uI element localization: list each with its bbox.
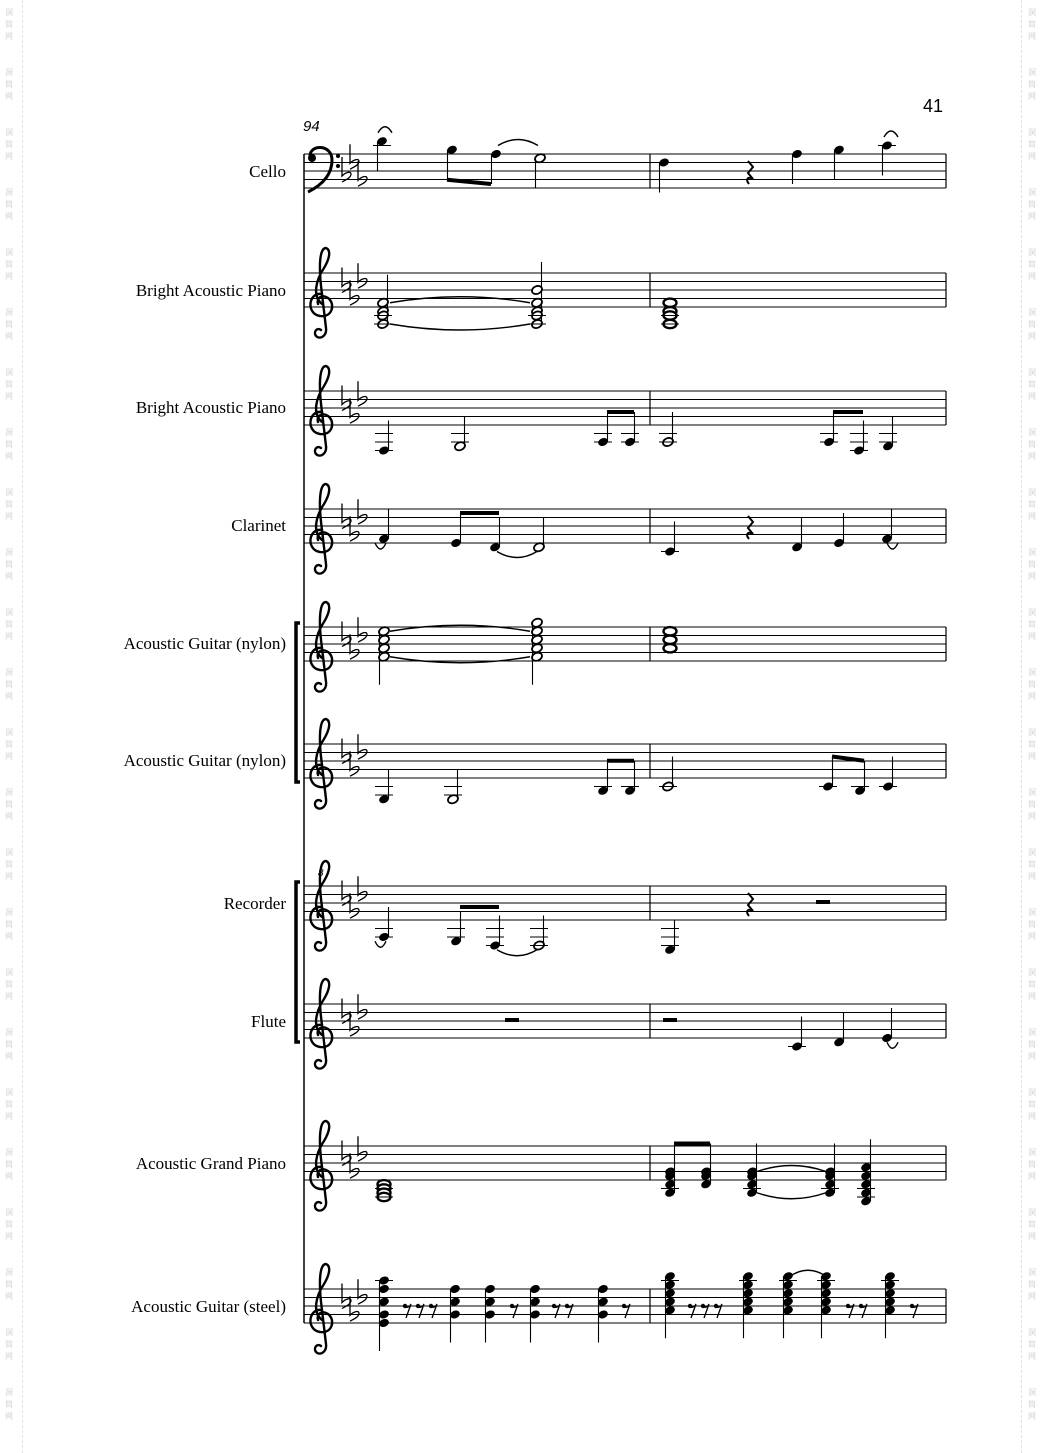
watermark-glyph: 简 [1028,380,1036,389]
watermark-glyph: 洞 [5,1268,13,1277]
watermark-glyph: 洞 [1028,1328,1036,1337]
tie [390,657,530,663]
instrument-label-nylon-guitar-2: Acoustic Guitar (nylon) [123,751,286,770]
watermark-glyph: 网 [5,32,13,41]
instrument-label-bright-piano-1: Bright Acoustic Piano [135,281,286,300]
watermark-glyph: 洞 [5,1328,13,1337]
tie [378,127,392,133]
instrument-label-nylon-guitar-1: Acoustic Guitar (nylon) [123,634,286,653]
watermark-glyph: 网 [5,212,13,221]
instrument-label-cello: Cello [249,162,286,181]
watermark-glyph: 网 [1028,1352,1036,1361]
watermark-glyph: 简 [1028,80,1036,89]
watermark-glyph: 简 [5,800,13,809]
tie [498,140,538,146]
watermark-glyph: 网 [5,1352,13,1361]
watermark-glyph: 简 [1028,680,1036,689]
watermark-glyph: 简 [5,440,13,449]
flat-icon [358,161,367,186]
watermark-glyph: 洞 [5,548,13,557]
watermark-glyph: 洞 [1028,668,1036,677]
watermark-glyph: 洞 [1028,548,1036,557]
watermark-glyph: 洞 [1028,788,1036,797]
watermark-glyph: 洞 [1028,308,1036,317]
tie [390,297,530,303]
watermark-glyph: 简 [1028,1280,1036,1289]
watermark-glyph: 网 [5,1052,13,1061]
watermark-glyph: 网 [5,1412,13,1421]
watermark-glyph: 洞 [1028,8,1036,17]
watermark-glyph: 洞 [1028,1028,1036,1037]
watermark-glyph: 简 [1028,560,1036,569]
watermark-glyph: 简 [5,320,13,329]
watermark-glyph: 洞 [5,1148,13,1157]
watermark-glyph: 洞 [5,608,13,617]
eighth-rest-icon [622,1304,630,1318]
watermark-glyph: 洞 [5,1208,13,1217]
watermark-glyph: 简 [1028,1160,1036,1169]
watermark-glyph: 网 [5,392,13,401]
watermark-glyph: 网 [1028,212,1036,221]
watermark-glyph: 洞 [1028,608,1036,617]
flat-icon [358,499,367,524]
watermark-glyph: 洞 [1028,1268,1036,1277]
watermark-glyph: 网 [5,452,13,461]
eighth-rest-icon [552,1304,560,1318]
watermark-glyph: 网 [1028,1112,1036,1121]
watermark-glyph: 网 [5,92,13,101]
watermark-glyph: 简 [1028,740,1036,749]
treble-clef-icon [310,979,332,1069]
notehead [664,644,677,652]
watermark-glyph: 简 [5,260,13,269]
watermark-glyph: 简 [1028,500,1036,509]
watermark-glyph: 简 [5,860,13,869]
watermark-glyph: 网 [1028,332,1036,341]
tie [757,1166,826,1172]
eighth-rest-icon [688,1304,696,1318]
watermark-glyph: 洞 [1028,1388,1036,1397]
watermark-glyph: 洞 [5,308,13,317]
quarter-rest-icon [747,893,753,916]
watermark-glyph: 洞 [1028,848,1036,857]
watermark-glyph: 网 [5,812,13,821]
eighth-rest-icon [714,1304,722,1318]
watermark-glyph: 简 [1028,1220,1036,1229]
watermark-glyph: 洞 [1028,368,1036,377]
watermark-glyph: 网 [5,1112,13,1121]
watermark-glyph: 洞 [1028,488,1036,497]
tie [757,1193,826,1199]
measure-number: 94 [303,118,320,135]
treble-clef-icon [310,366,332,456]
watermark-glyph: 简 [1028,20,1036,29]
watermark-glyph: 简 [5,140,13,149]
eighth-rest-icon [510,1304,518,1318]
watermark-glyph: 简 [5,1100,13,1109]
watermark-glyph: 简 [1028,800,1036,809]
watermark-glyph: 简 [1028,980,1036,989]
watermark-glyph: 洞 [5,188,13,197]
watermark-glyph: 洞 [5,728,13,737]
instrument-label-flute: Flute [251,1012,286,1031]
watermark-glyph: 简 [5,980,13,989]
watermark-glyph: 网 [1028,932,1036,941]
watermark-glyph: 简 [1028,140,1036,149]
watermark-glyph: 网 [1028,1052,1036,1061]
watermark-glyph: 简 [5,20,13,29]
watermark-glyph: 洞 [1028,728,1036,737]
watermark-glyph: 简 [5,620,13,629]
watermark-glyph: 洞 [5,368,13,377]
watermark-glyph: 网 [5,572,13,581]
watermark-glyph: 简 [1028,260,1036,269]
watermark-glyph: 网 [1028,392,1036,401]
treble-clef-icon [310,1264,332,1354]
watermark-glyph: 网 [5,272,13,281]
tie [790,1270,826,1276]
tie [887,543,898,549]
watermark-glyph: 网 [1028,1232,1036,1241]
treble-clef-icon [310,248,332,338]
watermark-glyph: 简 [5,560,13,569]
watermark-glyph: 简 [1028,1100,1036,1109]
watermark-glyph: 洞 [1028,908,1036,917]
notehead [664,627,677,635]
watermark-glyph: 简 [5,1280,13,1289]
watermark-glyph: 网 [1028,992,1036,1001]
eighth-rest-icon [429,1304,437,1318]
watermark-glyph: 洞 [5,668,13,677]
watermark-glyph: 简 [1028,320,1036,329]
staff-bracket [296,623,300,782]
notation-layer [308,127,918,1354]
watermark-glyph: 洞 [5,248,13,257]
watermark-glyph: 简 [1028,1400,1036,1409]
flat-icon [358,617,367,642]
instrument-label-steel-guitar: Acoustic Guitar (steel) [131,1297,286,1316]
flat-icon [358,1136,367,1161]
watermark-glyph: 洞 [5,488,13,497]
instrument-label-bright-piano-2: Bright Acoustic Piano [135,398,286,417]
watermark-glyph: 网 [5,512,13,521]
watermark-glyph: 洞 [5,128,13,137]
watermark-glyph: 网 [1028,512,1036,521]
watermark-glyph: 洞 [5,1088,13,1097]
tie [390,625,530,631]
watermark-glyph: 洞 [1028,248,1036,257]
watermark-glyph: 网 [5,632,13,641]
instrument-label-grand-piano: Acoustic Grand Piano [135,1154,286,1173]
watermark-glyph: 网 [1028,152,1036,161]
watermark-glyph: 网 [1028,872,1036,881]
flat-icon [358,994,367,1019]
watermark-glyph: 简 [1028,1340,1036,1349]
watermark-glyph: 简 [5,500,13,509]
instrument-label-clarinet: Clarinet [231,516,286,535]
watermark-glyph: 简 [5,200,13,209]
flat-icon [358,381,367,406]
treble-clef-icon [310,1121,332,1211]
watermark-glyph: 网 [5,872,13,881]
watermark-glyph: 简 [5,680,13,689]
treble-clef-icon [310,719,332,809]
watermark-glyph: 洞 [1028,1208,1036,1217]
tie [884,131,898,137]
staff-lines [296,154,946,1323]
watermark-glyph: 简 [1028,860,1036,869]
watermark-glyph: 网 [1028,572,1036,581]
watermark-glyph: 洞 [1028,1088,1036,1097]
tie [887,1042,898,1048]
watermark-glyph: 简 [5,1220,13,1229]
watermark-glyph: 简 [5,740,13,749]
tie [375,941,386,947]
watermark-glyph: 洞 [1028,968,1036,977]
watermark-glyph: 网 [1028,452,1036,461]
page-number: 41 [923,96,944,116]
beam [832,757,864,761]
eighth-rest-icon [701,1304,709,1318]
half-rest [816,900,830,904]
treble-clef-icon [310,602,332,692]
flat-icon [358,876,367,901]
flat-icon [358,263,367,288]
watermark-glyph: 洞 [5,968,13,977]
watermark-glyph: 简 [5,80,13,89]
eighth-rest-icon [846,1304,854,1318]
watermark-glyph: 网 [5,1292,13,1301]
watermark-glyph: 网 [5,1172,13,1181]
watermark-glyph: 简 [5,1400,13,1409]
watermark-glyph: 简 [1028,920,1036,929]
tie [497,552,537,558]
watermark-glyph: 简 [5,1340,13,1349]
instrument-label-recorder: Recorder [223,894,286,913]
notehead [664,636,677,644]
watermark-glyph: 网 [1028,812,1036,821]
half-rest [663,1018,677,1022]
eighth-rest-icon [565,1304,573,1318]
watermark-glyph: 网 [5,1232,13,1241]
octave-mark: 8 [318,867,324,879]
watermark-glyph: 简 [1028,620,1036,629]
watermark-glyph: 网 [1028,272,1036,281]
watermark-glyph: 洞 [5,428,13,437]
eighth-rest-icon [416,1304,424,1318]
watermark-glyph: 洞 [5,8,13,17]
watermark-glyph: 洞 [5,908,13,917]
tie [497,950,537,956]
watermark-glyph: 简 [5,920,13,929]
flat-icon [358,734,367,759]
watermark-glyph: 网 [1028,1292,1036,1301]
watermark-glyph: 洞 [1028,1148,1036,1157]
watermark-glyph: 简 [1028,440,1036,449]
half-rest [505,1018,519,1022]
watermark-glyph: 洞 [5,1388,13,1397]
watermark-glyph: 洞 [5,848,13,857]
watermark-glyph: 网 [5,752,13,761]
watermark-glyph: 网 [1028,1412,1036,1421]
quarter-rest-icon [747,516,753,539]
watermark-glyph: 网 [5,692,13,701]
watermark-glyph: 简 [5,1160,13,1169]
eighth-rest-icon [910,1304,918,1318]
watermark-glyph: 网 [1028,632,1036,641]
notehead [664,299,677,307]
watermark-glyph: 洞 [1028,68,1036,77]
watermark-glyph: 网 [5,332,13,341]
watermark-glyph: 洞 [1028,428,1036,437]
watermark-glyph: 洞 [1028,188,1036,197]
tie [390,324,530,330]
quarter-rest-icon [747,161,753,184]
flat-icon [358,1279,367,1304]
watermark-glyph: 简 [1028,1040,1036,1049]
treble-clef-icon [310,484,332,574]
watermark-glyph: 网 [5,992,13,1001]
watermark-glyph: 网 [1028,32,1036,41]
watermark-glyph: 网 [1028,692,1036,701]
staff-bracket [296,882,300,1042]
watermark-glyph: 洞 [1028,128,1036,137]
eighth-rest-icon [859,1304,867,1318]
watermark-glyph: 简 [5,380,13,389]
watermark-glyph: 洞 [5,68,13,77]
watermark-glyph: 简 [1028,200,1036,209]
watermark-glyph: 网 [1028,92,1036,101]
watermark-glyph: 网 [1028,752,1036,761]
watermark-glyph: 洞 [5,1028,13,1037]
watermark-glyph: 网 [1028,1172,1036,1181]
watermark-glyph: 洞 [5,788,13,797]
watermark-glyph: 网 [5,152,13,161]
tie [375,543,386,549]
watermark-glyph: 简 [5,1040,13,1049]
eighth-rest-icon [403,1304,411,1318]
watermark-glyph: 网 [5,932,13,941]
beam [447,180,491,184]
